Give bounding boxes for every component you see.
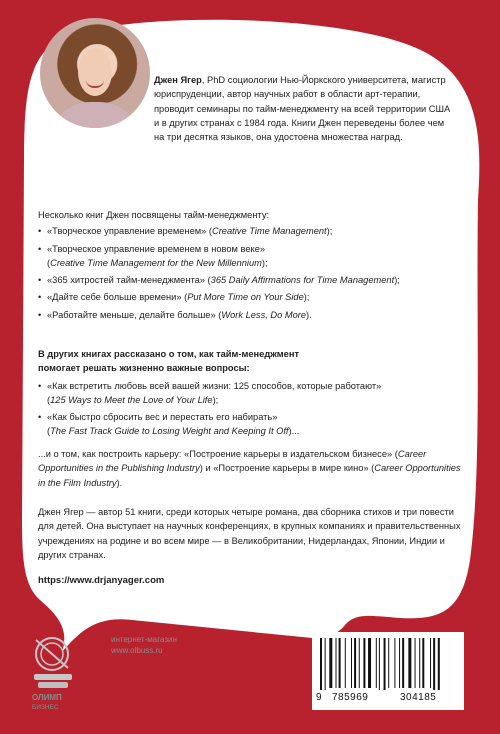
summary-paragraph: Джен Ягер — автор 51 книги, среди которых четыре романа, два сборника стихов и три повести для детей. Она выступает на научных конференциях, в крупных компаниях и правительственных учреждениях на родине и во всем мире — в Великобритании, Нидерландах, Японии, Индии и других странах. <box>38 507 461 560</box>
barcode-bar <box>433 638 435 690</box>
barcode-bar <box>354 638 356 688</box>
barcode-bar <box>384 638 386 690</box>
barcode-bar <box>408 638 411 688</box>
book-item: • «Дайте себе больше времени» (Put More Time on Your Side); <box>38 290 468 304</box>
barcode-bar <box>399 638 400 688</box>
time-management-section <box>38 208 468 325</box>
book-item: • «Творческое управление временем» (Creative Time Management); <box>38 224 468 238</box>
olymp-business-logo <box>30 634 90 714</box>
barcode-bar <box>336 638 337 688</box>
barcode-bar <box>438 638 440 690</box>
author-photo <box>40 18 150 128</box>
isbn-barcode: 9 785969 304185 <box>312 632 464 710</box>
barcode-bar <box>320 638 322 690</box>
online-shop <box>111 634 177 656</box>
book-item: • «Работайте меньше, делайте больше» (Work Less, Do More). <box>38 308 468 322</box>
barcode-bar <box>430 638 431 688</box>
book-item: • «Творческое управление временем в новом веке» (Creative Time Management for the New Millennium); <box>38 242 468 271</box>
barcode-bar <box>325 638 326 690</box>
barcode-bar <box>379 638 380 690</box>
barcode-bar <box>359 638 360 688</box>
barcode-bar <box>329 638 332 688</box>
author-bio-text: , PhD социологии Нью-Йоркского университета, магистр юриспруденции, автор научных работ в области арт-терапии, проводит семинары по тайм-менеджменту на всей территории США и в других странах с 1984 года. Книги Джен переведены более чем на три десятка языков, она удостоена множества наград. <box>154 75 451 143</box>
life-intro: В других книгах рассказано о том, как тайм-менеджмент помогает решать жизненно важные вопросы: <box>38 349 300 374</box>
barcode-bar <box>422 638 424 688</box>
barcode-bar <box>402 638 404 688</box>
barcode-bar <box>415 638 416 688</box>
time-management-intro: Несколько книг Джен посвящены тайм-менеджменту: <box>38 210 270 220</box>
shop-url[interactable]: www.olbuss.ru <box>111 646 163 655</box>
book-item: • «Как быстро сбросить вес и перестать его набирать» (The Fast Track Guide to Losing Weight and Keeping It Off)... <box>38 410 468 439</box>
author-bio <box>154 73 454 144</box>
book-item: • «Как встретить любовь всей вашей жизни: 125 способов, которые работают» (125 Ways to Meet the Love of Your Life); <box>38 379 468 408</box>
shop-label: интернет-магазин <box>111 635 177 644</box>
barcode-bar <box>351 638 352 688</box>
barcode-bar <box>368 638 371 688</box>
barcode-bar <box>376 638 377 688</box>
author-name: Джен Ягер <box>154 75 202 85</box>
website-link[interactable]: https://www.drjanyager.com <box>38 575 165 586</box>
book-item: • «365 хитростей тайм-менеджмента» (365 Daily Affirmations for Time Management); <box>38 273 468 287</box>
barcode-bar <box>345 638 346 688</box>
life-section <box>38 347 468 442</box>
logo-line1: ОЛИМП <box>32 693 62 702</box>
barcode-bar <box>388 638 389 688</box>
barcode-bar <box>419 638 420 688</box>
barcode-bars <box>320 638 456 690</box>
career-section: ...и о том, как построить карьеру: «Построение карьеры в издательском бизнесе» (Career Opportunities in the Publishing Industry) и «Построение карьеры в мире кино» (Career Opportunities in the Film Industry). <box>38 449 461 488</box>
logo-line2: БИЗНЕС <box>32 704 59 711</box>
barcode-bar <box>339 638 341 688</box>
barcode-bar <box>363 638 365 688</box>
barcode-bar <box>394 638 395 688</box>
